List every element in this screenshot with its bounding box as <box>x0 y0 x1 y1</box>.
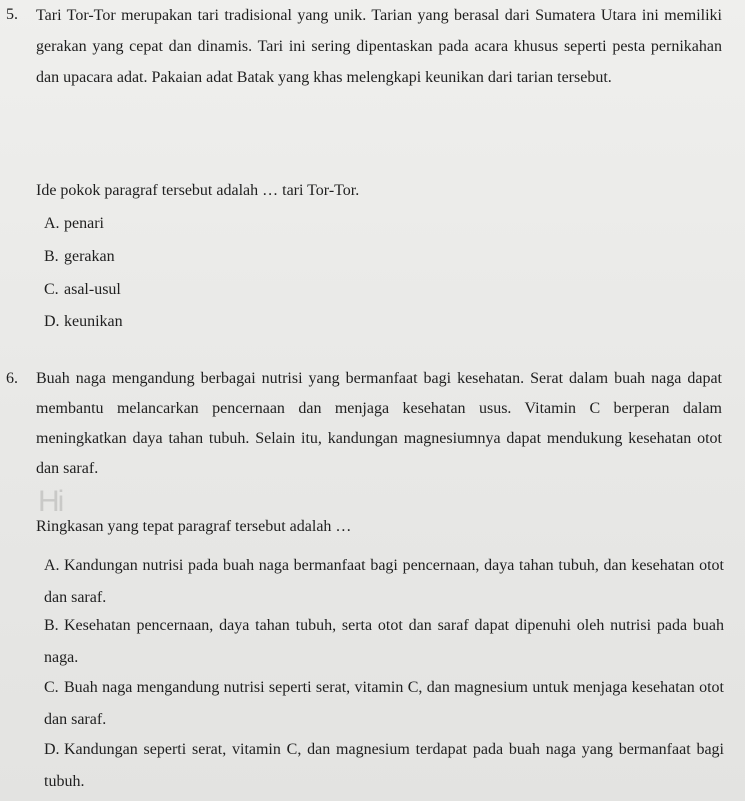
option-d[interactable] <box>44 313 123 331</box>
option-c[interactable] <box>44 672 724 736</box>
option-text: penari <box>64 215 104 232</box>
option-c[interactable] <box>44 281 121 299</box>
option-letter: B. <box>44 248 59 265</box>
option-letter: D. <box>44 741 60 758</box>
option-letter: B. <box>44 617 59 634</box>
option-a[interactable] <box>44 550 724 614</box>
option-d[interactable] <box>44 734 724 798</box>
question-stem: Ringkasan yang tepat paragraf tersebut adalah … <box>36 518 352 535</box>
option-letter: A. <box>44 215 60 232</box>
option-text: Kesehatan pencernaan, daya tahan tubuh, serta otot dan saraf dapat dipenuhi oleh nutrisi pada buah naga. <box>44 617 724 666</box>
faint-handwriting-mark: Hi <box>38 485 63 518</box>
question-paragraph: Buah naga mengandung berbagai nutrisi yang bermanfaat bagi kesehatan. Serat dalam buah naga dapat membantu melancarkan pencernaan dan menjaga kesehatan usus. Vitamin C berperan dalam meningkatkan daya tahan tubuh. Selain itu, kandungan magnesiumnya dapat mendukung kesehatan otot dan saraf. <box>36 370 722 477</box>
option-text: gerakan <box>64 248 115 265</box>
option-b[interactable] <box>44 610 724 674</box>
option-text: asal-usul <box>64 281 121 298</box>
option-b[interactable] <box>44 248 115 266</box>
option-text: Kandungan nutrisi pada buah naga bermanfaat bagi pencernaan, daya tahan tubuh, dan kesehatan otot dan saraf. <box>44 557 724 606</box>
question-number: 5. <box>6 6 18 23</box>
option-letter: D. <box>44 313 60 330</box>
option-text: keunikan <box>64 313 123 330</box>
question-stem: Ide pokok paragraf tersebut adalah … tari Tor-Tor. <box>36 182 360 199</box>
question-paragraph: Tari Tor-Tor merupakan tari tradisional yang unik. Tarian yang berasal dari Sumatera Utara ini memiliki gerakan yang cepat dan dinamis. Tari ini sering dipentaskan pada acara khusus seperti pesta pernikahan dan upacara adat. Pakaian adat Batak yang khas melengkapi keunikan dari tarian tersebut. <box>36 7 722 86</box>
option-letter: A. <box>44 557 60 574</box>
option-letter: C. <box>44 281 59 298</box>
option-text: Buah naga mengandung nutrisi seperti serat, vitamin C, dan magnesium untuk menjaga kesehatan otot dan saraf. <box>44 679 724 728</box>
option-text: Kandungan seperti serat, vitamin C, dan magnesium terdapat pada buah naga yang bermanfaat bagi tubuh. <box>44 741 724 790</box>
option-letter: C. <box>44 679 59 696</box>
question-number: 6. <box>6 370 18 387</box>
option-a[interactable] <box>44 215 104 233</box>
